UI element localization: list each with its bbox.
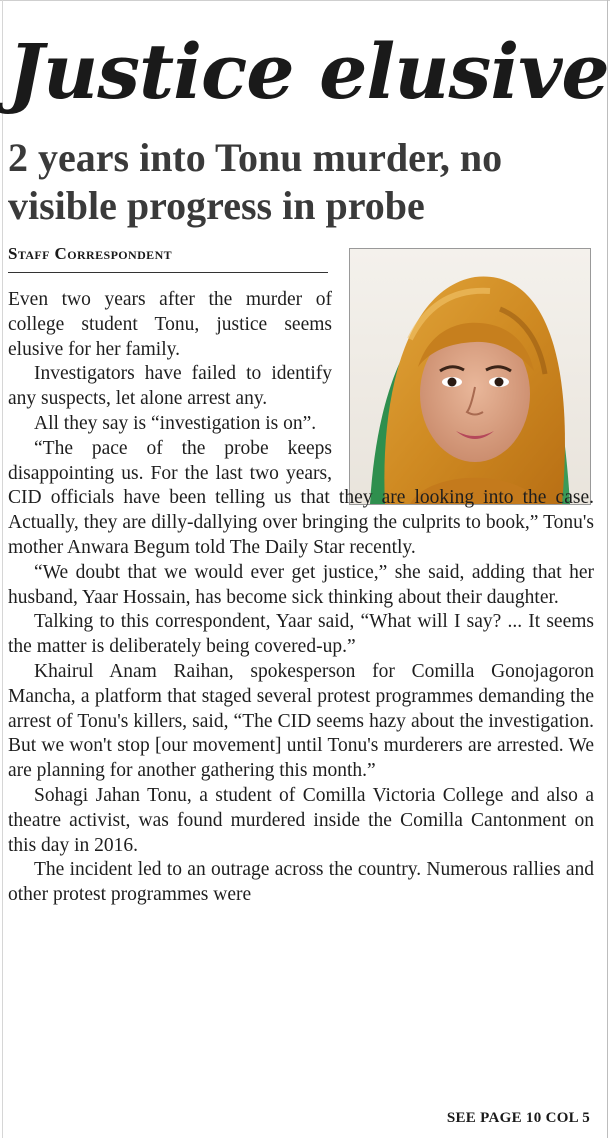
paragraph-2: Investigators have failed to identify any suspects, let alone arrest any. bbox=[8, 363, 332, 410]
continuation-note: SEE PAGE 10 COL 5 bbox=[446, 1110, 590, 1126]
paragraph-6: Talking to this correspondent, Yaar said, “What will I say? ... It seems the matter is deliberately being covered-up.” bbox=[8, 611, 594, 658]
paragraph-3: All they say is “investigation is on”. bbox=[34, 412, 317, 434]
paragraph-9: The incident led to an outrage across the country. Numerous rallies and other protest programmes were bbox=[8, 859, 594, 906]
page-right-border bbox=[607, 0, 608, 1138]
subheadline: 2 years into Tonu murder, no visible progress in probe bbox=[8, 135, 503, 228]
page-left-border bbox=[2, 0, 3, 1138]
photo-float-spacer bbox=[332, 248, 594, 470]
byline: Staff Correspondent bbox=[8, 244, 173, 263]
paragraph-1: Even two years after the murder of college student Tonu, justice seems elusive for her family. bbox=[8, 289, 332, 360]
paragraph-4: “The pace of the probe keeps disappointing us. For the last two years, CID officials have been telling us that they are looking into the case. Actually, they are dilly-dallying over bringing the culprits to book,” Tonu's mother Anwara Begum told The Daily Star recently. bbox=[8, 437, 594, 558]
paragraph-7: Khairul Anam Raihan, spokesperson for Comilla Gonojagoron Mancha, a platform that staged several protest programmes demanding the arrest of Tonu's killers, said, “The CID seems hazy about the investigation. But we won't stop [our movement] until Tonu's murderers are arrested. We are planning for another gathering this month.” bbox=[8, 660, 594, 782]
article-body bbox=[8, 288, 594, 908]
byline-rule bbox=[8, 272, 328, 273]
page-top-border bbox=[0, 0, 610, 5]
headline: Justice elusive bbox=[8, 27, 609, 116]
paragraph-5: “We doubt that we would ever get justice,” she said, adding that her husband, Yaar Hossain, has become sick thinking about their daughter. bbox=[8, 561, 594, 608]
paragraph-8: Sohagi Jahan Tonu, a student of Comilla Victoria College and also a theatre activist, was found murdered inside the Comilla Cantonment on this day in 2016. bbox=[8, 784, 594, 856]
